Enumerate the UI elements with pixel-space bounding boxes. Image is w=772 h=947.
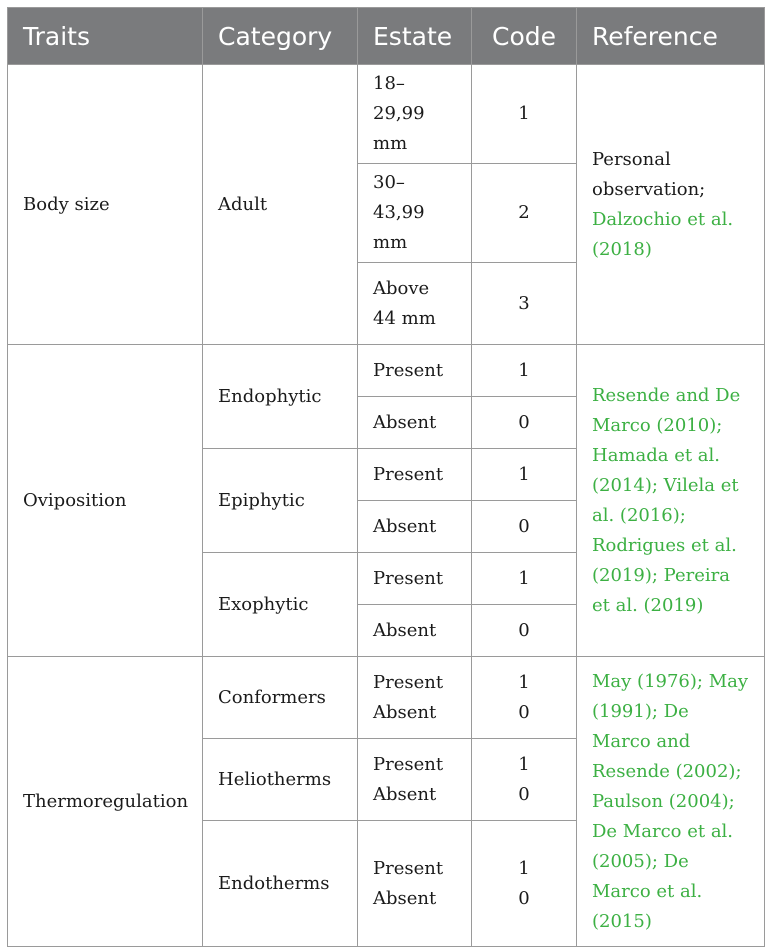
code-absent: 0: [518, 783, 530, 805]
category-heliotherms: Heliotherms: [203, 739, 358, 821]
header-reference: Reference: [577, 8, 765, 65]
table-row: [8, 657, 765, 739]
estate-absent: Absent: [373, 783, 437, 805]
estate-absent: Absent: [358, 605, 472, 657]
code-present: 1: [518, 671, 530, 693]
category-conformers: Conformers: [203, 657, 358, 739]
code-cell: 3: [472, 263, 577, 345]
category-exophytic: Exophytic: [203, 553, 358, 657]
estate-present: Present: [358, 449, 472, 501]
estate-absent: Absent: [373, 887, 437, 909]
code-absent: 0: [518, 887, 530, 909]
estate-present: Present: [373, 671, 444, 693]
header-row: [8, 8, 765, 65]
estate-present: Present: [358, 345, 472, 397]
trait-body-size: Body size: [8, 65, 203, 345]
code-cell: 0: [472, 501, 577, 553]
code-cell: [472, 821, 577, 947]
category-endophytic: Endophytic: [203, 345, 358, 449]
header-traits: Traits: [8, 8, 203, 65]
code-absent: 0: [518, 701, 530, 723]
code-cell: 1: [472, 553, 577, 605]
estate-cell: [358, 164, 472, 263]
category-adult: Adult: [203, 65, 358, 345]
trait-oviposition: Oviposition: [8, 345, 203, 657]
code-cell: 2: [472, 164, 577, 263]
estate-line: 18–29,99: [373, 73, 425, 124]
code-cell: 0: [472, 397, 577, 449]
code-cell: 1: [472, 345, 577, 397]
estate-present: Present: [373, 753, 444, 775]
reference-body-size: [577, 65, 765, 345]
estate-present: Present: [373, 857, 444, 879]
reference-thermoregulation[interactable]: May (1976); May (1991); De Marco and Resende (2002); Paulson (2004); De Marco et al. (2005); De Marco et al. (2015): [577, 657, 765, 947]
estate-cell: [358, 821, 472, 947]
estate-line: 44 mm: [373, 307, 436, 329]
estate-absent: Absent: [358, 397, 472, 449]
estate-cell: [358, 65, 472, 164]
estate-line: Above: [373, 277, 430, 299]
table-row: [8, 65, 765, 164]
code-cell: 1: [472, 65, 577, 164]
category-epiphytic: Epiphytic: [203, 449, 358, 553]
code-present: 1: [518, 753, 530, 775]
header-estate: Estate: [358, 8, 472, 65]
code-cell: 1: [472, 449, 577, 501]
estate-line: mm: [373, 133, 408, 154]
code-cell: [472, 739, 577, 821]
estate-absent: Absent: [358, 501, 472, 553]
estate-absent: Absent: [373, 701, 437, 723]
trait-thermoregulation: Thermoregulation: [8, 657, 203, 947]
estate-cell: [358, 739, 472, 821]
table-row: [8, 345, 765, 397]
reference-oviposition[interactable]: Resende and De Marco (2010); Hamada et al. (2014); Vilela et al. (2016); Rodrigues et al. (2019); Pereira et al. (2019): [577, 345, 765, 657]
estate-cell: [358, 657, 472, 739]
header-code: Code: [472, 8, 577, 65]
traits-table: [7, 7, 765, 947]
reference-text: Personal observation;: [592, 148, 706, 200]
estate-line: mm: [373, 232, 408, 253]
code-cell: 0: [472, 605, 577, 657]
code-cell: [472, 657, 577, 739]
estate-line: 30–43,99: [373, 172, 425, 223]
estate-present: Present: [358, 553, 472, 605]
estate-cell: [358, 263, 472, 345]
category-endotherms: Endotherms: [203, 821, 358, 947]
header-category: Category: [203, 8, 358, 65]
reference-link[interactable]: Dalzochio et al. (2018): [592, 208, 734, 260]
code-present: 1: [518, 857, 530, 879]
